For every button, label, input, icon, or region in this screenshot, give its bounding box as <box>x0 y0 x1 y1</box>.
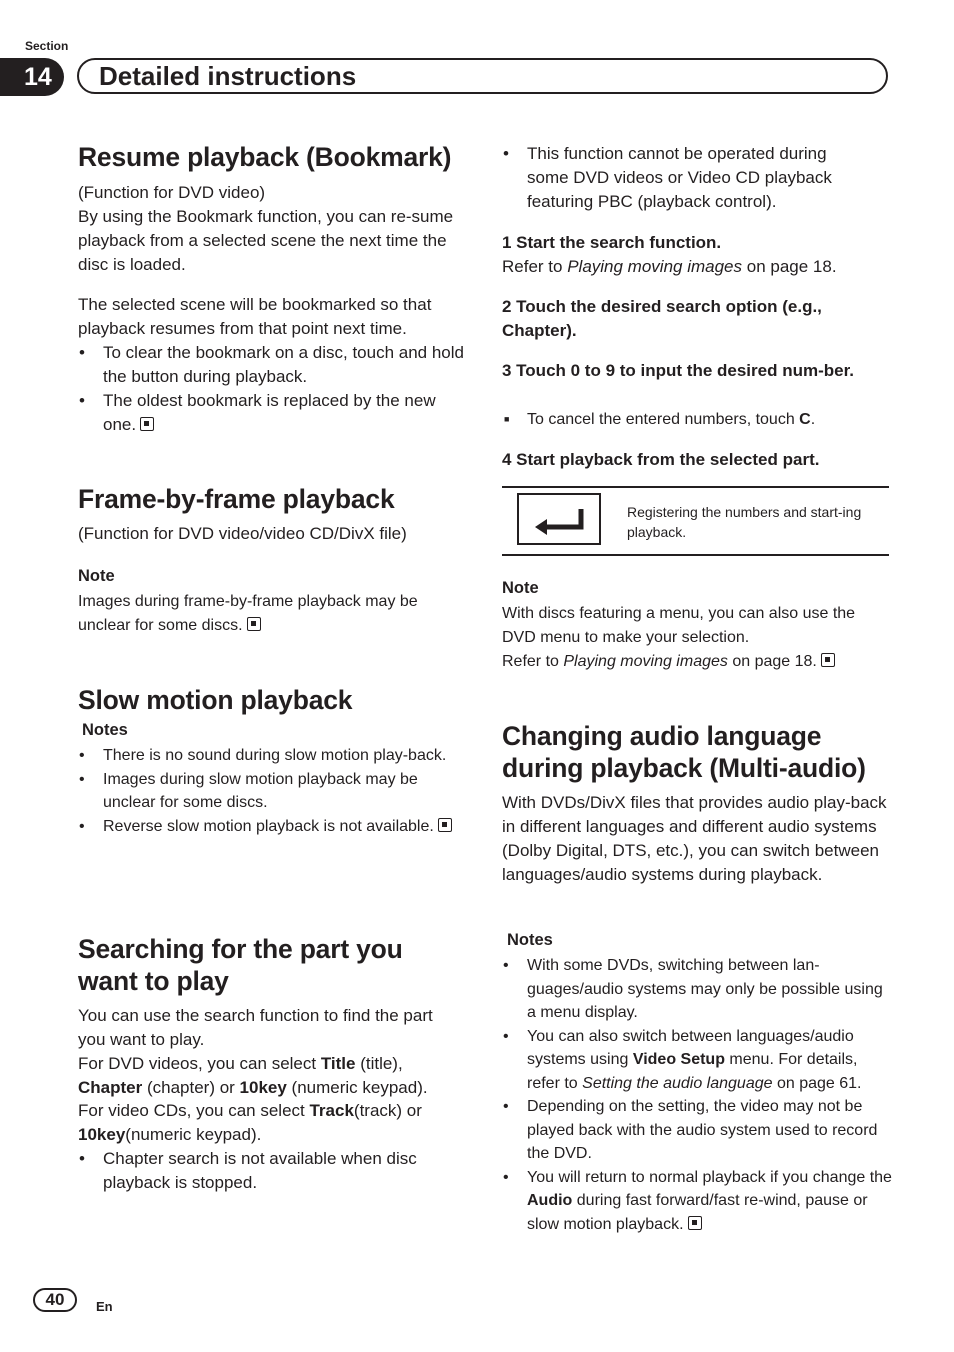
stop-icon <box>438 818 452 832</box>
stop-icon <box>247 617 261 631</box>
frame-function: (Function for DVD video/video CD/DivX file) <box>78 524 407 543</box>
section-number: 14 <box>0 58 64 96</box>
audio-notes-heading: Notes <box>507 931 553 949</box>
resume-function: (Function for DVD video) <box>78 183 266 202</box>
search-para1: You can use the search function to find the part you want to play. <box>78 1006 433 1049</box>
step-3-sub <box>502 408 892 432</box>
step-2: 2 Touch the desired search option (e.g., Chapter). <box>502 297 822 340</box>
slow-bullets <box>78 744 458 838</box>
list-item: • This function cannot be operated during some DVD videos or Video CD playback featuring PBC (playback control). <box>502 142 872 214</box>
step-1: 1 Start the search function. <box>502 233 722 252</box>
list-item: • You can also switch between languages/audio systems using Video Setup menu. For details, refer to Setting the audio language on page 61. <box>502 1025 892 1096</box>
search-note-ref: Refer to Playing moving images on page 18. <box>502 650 892 674</box>
audio-heading-line2: during playback (Multi-audio) <box>502 753 866 783</box>
audio-para: With DVDs/DivX files that provides audio play-back in different languages and different audio systems (Dolby Digital, DTS, etc.), you can switch between languages/audio systems during playback. <box>502 793 887 884</box>
audio-bullets <box>502 954 892 1236</box>
search-para3: For video CDs, you can select Track(track) or 10key(numeric keypad). <box>78 1101 422 1144</box>
audio-heading-line1: Changing audio language <box>502 721 822 751</box>
stop-icon <box>140 417 154 431</box>
list-item: • Depending on the setting, the video may not be played back with the audio system used to record the DVD. <box>502 1095 892 1166</box>
list-item: • To clear the bookmark on a disc, touch and hold the button during playback. <box>78 341 468 389</box>
list-item: • Images during slow motion playback may be unclear for some discs. <box>78 768 458 815</box>
enter-return-icon <box>517 493 601 545</box>
page-number: 40 <box>33 1288 77 1312</box>
search-para2: For DVD videos, you can select Title (title), Chapter (chapter) or 10key (numeric keypad). <box>78 1054 428 1097</box>
resume-para1: By using the Bookmark function, you can re-sume playback from a selected scene the next time the disc is loaded. <box>78 207 454 274</box>
search-note-heading: Note <box>502 579 539 597</box>
frame-heading: Frame-by-frame playback <box>78 484 395 514</box>
resume-bullets <box>78 341 468 437</box>
search-heading-line1: Searching for the part you <box>78 934 403 964</box>
resume-heading: Resume playback (Bookmark) <box>78 142 452 172</box>
frame-note-text: Images during frame-by-frame playback may be unclear for some discs. <box>78 593 418 634</box>
language-code: En <box>96 1299 113 1314</box>
list-item: ■ To cancel the entered numbers, touch C. <box>502 408 892 432</box>
step-1-ref: Refer to Playing moving images on page 18. <box>502 257 837 276</box>
search-heading-line2: want to play <box>78 966 229 996</box>
slow-notes-heading: Notes <box>82 721 128 739</box>
list-item: • You will return to normal playback if you change the Audio during fast forward/fast re-wind, pause or slow motion playback. <box>502 1166 892 1237</box>
pbc-bullets <box>502 142 872 214</box>
section-title: Detailed instructions <box>99 61 357 91</box>
stop-icon <box>821 653 835 667</box>
list-item: • With some DVDs, switching between lan-guages/audio systems may only be possible using a menu display. <box>502 954 892 1025</box>
icon-description-table <box>502 486 889 556</box>
resume-para2: The selected scene will be bookmarked so that playback resumes from that point next time. <box>78 295 432 338</box>
step-4: 4 Start playback from the selected part. <box>502 450 820 469</box>
icon-description: Registering the numbers and start-ing playback. <box>627 504 862 540</box>
stop-icon <box>688 1216 702 1230</box>
list-item: • Chapter search is not available when disc playback is stopped. <box>78 1147 458 1195</box>
search-bullets <box>78 1147 458 1195</box>
list-item: • Reverse slow motion playback is not available. <box>78 815 458 839</box>
list-item: • The oldest bookmark is replaced by the new one. <box>78 389 468 437</box>
search-note-text: With discs featuring a menu, you can also use the DVD menu to make your selection. <box>502 605 856 646</box>
frame-note-heading: Note <box>78 567 115 585</box>
list-item: • There is no sound during slow motion play-back. <box>78 744 458 768</box>
slow-heading: Slow motion playback <box>78 685 353 715</box>
section-label: Section <box>25 39 69 53</box>
step-3: 3 Touch 0 to 9 to input the desired num-ber. <box>502 361 854 380</box>
